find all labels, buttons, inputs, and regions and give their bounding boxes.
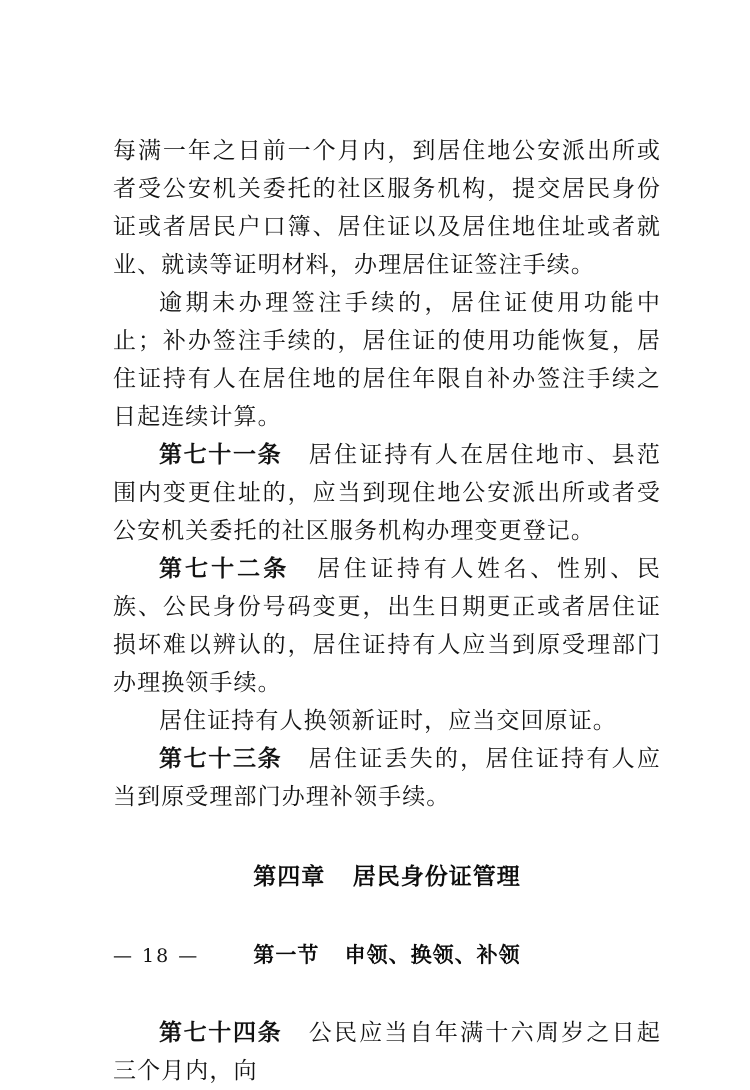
paragraph-text: 居住证持有人在居住地市、县范围内变更住址的，应当到现住地公安派出所或者受公安机关委托的社区服务机构办理变更登记。 (113, 442, 662, 544)
article-number-73: 第七十三条 (159, 746, 283, 772)
chapter-title: 居民身份证管理 (352, 864, 521, 890)
article-number-71: 第七十一条 (159, 442, 283, 468)
section-title: 申领、换领、补领 (344, 943, 521, 967)
paragraph-article-71 (113, 436, 661, 550)
article-number-74: 第七十四条 (159, 1020, 283, 1046)
paragraph-text: 居住证持有人换领新证时，应当交回原证。 (159, 708, 617, 734)
chapter-heading (113, 858, 661, 896)
paragraph-overdue-endorsement (113, 284, 661, 436)
paragraph-return-old-card (113, 702, 661, 740)
article-number-72: 第七十二条 (159, 556, 290, 582)
section-heading-spacer (113, 896, 661, 936)
section-number: 第一节 (253, 943, 320, 967)
paragraph-text: 居住证持有人姓名、性别、民族、公民身份号码变更，出生日期更正或者居住证损坏难以辨认的，居住证持有人应当到原受理部门办理换领手续。 (113, 556, 661, 696)
paragraph-article-73 (113, 740, 661, 816)
paragraph-continued-renewal (113, 132, 661, 284)
chapter-number: 第四章 (253, 864, 326, 890)
paragraph-article-72 (113, 550, 661, 702)
paragraph-text: 居住证丢失的，居住证持有人应当到原受理部门办理补领手续。 (113, 746, 662, 810)
paragraph-text: 每满一年之日前一个月内，到居住地公安派出所或者受公安机关委托的社区服务机构，提交居民身份证或者居民户口簿、居住证以及居住地住址或者就业、就读等证明材料，办理居住证签注手续。 (113, 138, 661, 278)
paragraph-text: 公民应当自年满十六周岁之日起三个月内，向 (113, 1020, 662, 1084)
paragraph-text: 逾期未办理签注手续的，居住证使用功能中止；补办签注手续的，居住证的使用功能恢复，居住证持有人在居住地的居住年限自补办签注手续之日起连续计算。 (113, 290, 661, 430)
chapter-heading-spacer (113, 816, 661, 858)
after-section-spacer (113, 974, 661, 1014)
paragraph-article-74 (113, 1014, 661, 1090)
page-number: — 18 — (113, 945, 200, 967)
